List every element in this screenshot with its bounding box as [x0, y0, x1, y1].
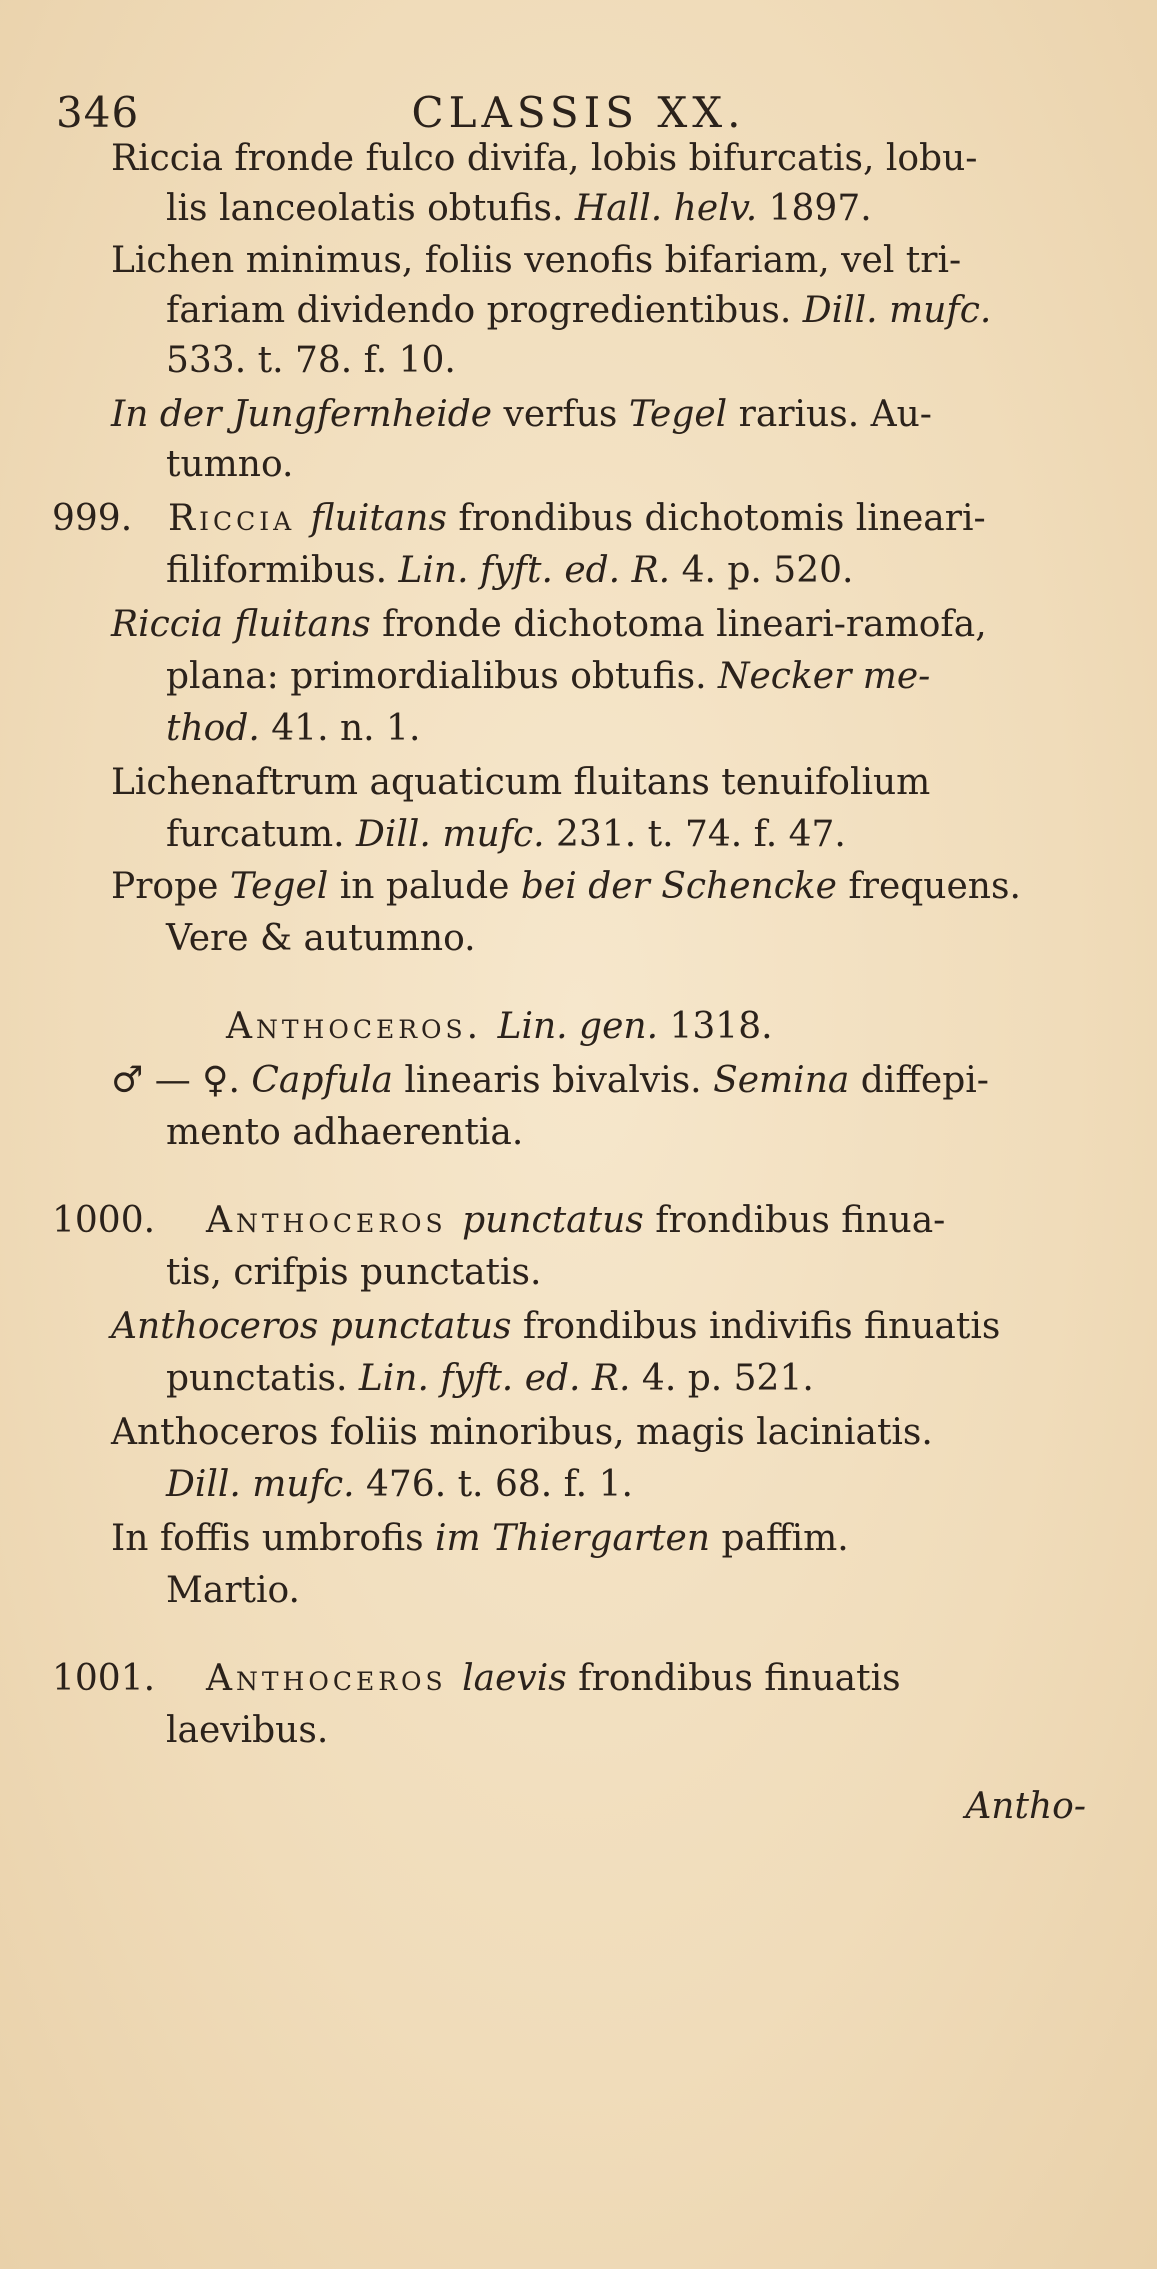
text-line: Vere & autumno. [166, 918, 476, 959]
entry-number: 1001. [52, 1658, 156, 1699]
text-line: thod. 41. n. 1. [166, 708, 421, 749]
text-line: Prope Tegel in palude bei der Schencke frequens. [111, 866, 1021, 907]
text-line: Dill. mufc. 476. t. 68. f. 1. [166, 1464, 633, 1505]
text-line: Lichenaftrum aquaticum fluitans tenuifolium [111, 762, 931, 803]
text-line: mento adhaerentia. [166, 1112, 524, 1153]
text-line: In der Jungfernheide verfus Tegel rarius. Au- [111, 394, 932, 435]
text-line: Anthoceros punctatus frondibus indivifis finuatis [111, 1306, 1001, 1347]
text-line: Anthoceros foliis minoribus, magis laciniatis. [111, 1412, 933, 1453]
entry-number: 1000. [52, 1200, 156, 1241]
text-line: lis lanceolatis obtufis. Hall. helv. 1897. [166, 188, 872, 229]
text-line: filiformibus. Lin. fyft. ed. R. 4. p. 520. [166, 550, 854, 591]
text-line: Riccia fronde fulco divifa, lobis bifurcatis, lobu- [111, 138, 978, 179]
text-line: fariam dividendo progredientibus. Dill. mufc. [166, 290, 992, 331]
page-number: 346 [56, 88, 140, 137]
running-head: CLASSIS XX. [411, 88, 746, 137]
text-line: furcatum. Dill. mufc. 231. t. 74. f. 47. [166, 814, 846, 855]
text-line: plana: primordialibus obtufis. Necker me- [166, 656, 931, 697]
entry-number: 999. [52, 498, 133, 539]
text-line: laevibus. [166, 1710, 329, 1751]
genus-heading: Anthoceros. Lin. gen. 1318. [226, 1006, 773, 1047]
text-line: tis, crifpis punctatis. [166, 1252, 542, 1293]
book-page: 346 CLASSIS XX. Riccia fronde fulco divifa, lobis bifurcatis, lobu- lis lanceolatis obtufis. Hall. helv. 1897. Lichen minimus, foliis venofis bifariam, vel tri- fariam dividendo progredientibus. Dill. mufc. 533. t. 78. f. 10. In der Jungfernheide verfus Tegel rarius. Au- tumno. 999. Riccia fluitans frondibus dichotomis lineari- filiformibus. Lin. fyft. ed. R. 4. p. 520. Riccia fluitans fronde dichotoma lineari-ramofa, plana: primordialibus obtufis. Necker me- thod. 41. n. 1. Lichenaftrum aquaticum fluitans tenuifolium furcatum. Dill. mufc. 231. t. 74. f. 47. Prope Tegel in palude bei der Schencke frequens. Vere & autumno. Anthoceros. Lin. gen. 1318. ♂ — ♀. Capfula linearis bivalvis. Semina diffepi- mento adhaerentia. 1000. Anthoceros punctatus frondibus finua- tis, crifpis punctatis. Anthoceros punctatus frondibus indivifis finuatis punctatis. Lin. fyft. ed. R. 4. p. 521. Anthoceros foliis minoribus, magis laciniatis. Dill. mufc. 476. t. 68. f. 1. In foffis umbrofis im Thiergarten paffim. Martio. 1001. Anthoceros laevis frondibus finuatis laevibus. Antho- [0, 0, 1157, 2269]
catchword: Antho- [965, 1786, 1086, 1827]
text-line: ♂ — ♀. Capfula linearis bivalvis. Semina diffepi- [111, 1060, 989, 1101]
text-line: 533. t. 78. f. 10. [166, 340, 456, 381]
text-line: punctatis. Lin. fyft. ed. R. 4. p. 521. [166, 1358, 814, 1399]
text-line: tumno. [166, 444, 294, 485]
text-line: Lichen minimus, foliis venofis bifariam, vel tri- [111, 240, 962, 281]
text-line: Riccia fluitans fronde dichotoma lineari-ramofa, [111, 604, 987, 645]
text-line: Martio. [166, 1570, 300, 1611]
text-line: In foffis umbrofis im Thiergarten paffim. [111, 1518, 849, 1559]
